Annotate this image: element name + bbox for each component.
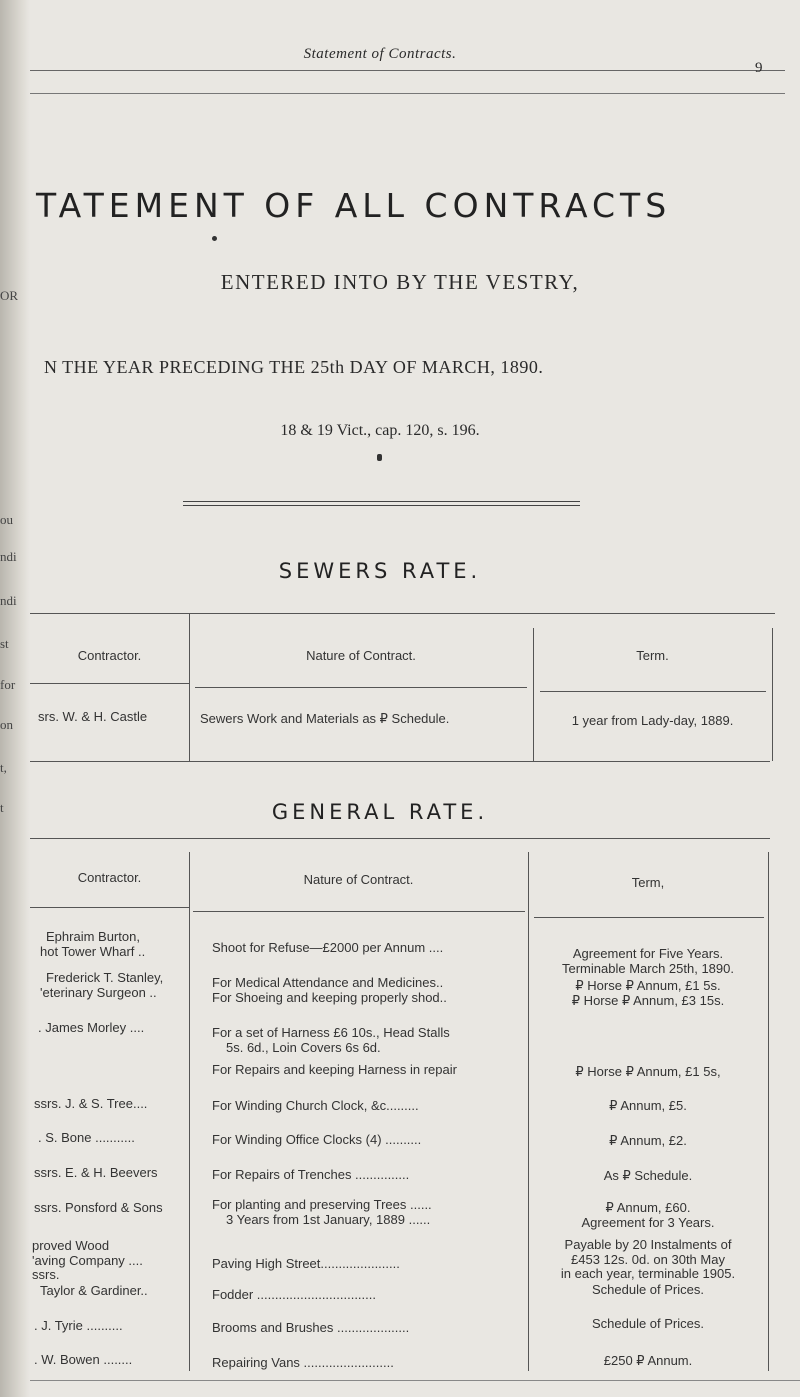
column-header: Contractor.: [77, 648, 142, 663]
table-cell-contractor: ssrs. J. & S. Tree....: [34, 1096, 148, 1111]
table-cell-term: Agreement for Five Years.: [572, 946, 724, 961]
spine-fragment: ou: [0, 512, 13, 527]
column-divider: [189, 852, 190, 1371]
page-bottom-edge: [30, 1380, 800, 1381]
double-rule-top: [183, 501, 580, 502]
subtitle: ENTERED INTO BY THE VESTRY,: [220, 270, 580, 294]
table-cell-contractor: . J. Tyrie ..........: [34, 1318, 123, 1333]
column-divider: [768, 852, 769, 1371]
table-cell-nature: For planting and preserving Trees ......: [212, 1197, 432, 1212]
table-cell-nature: Paving High Street......................: [212, 1256, 400, 1271]
table-cell-contractor: . James Morley ....: [38, 1020, 145, 1035]
table-cell-term: £250 ₽ Annum.: [603, 1353, 693, 1368]
table-cell-contractor: 'eterinary Surgeon ..: [40, 985, 157, 1000]
column-header: Term.: [636, 648, 669, 663]
table-cell-nature: 5s. 6d., Loin Covers 6s 6d.: [226, 1040, 381, 1055]
table-cell-term: ₽ Horse ₽ Annum, £3 15s.: [571, 993, 725, 1008]
column-divider: [772, 628, 773, 761]
table-cell-contractor: . W. Bowen ........: [34, 1352, 133, 1367]
table-cell-term: ₽ Horse ₽ Annum, £1 5s,: [575, 1064, 721, 1079]
table-cell-term: Payable by 20 Instalments of: [564, 1237, 732, 1252]
table-cell-contractor: Ephraim Burton,: [46, 929, 140, 944]
table-cell-term: ₽ Annum, £5.: [609, 1098, 687, 1113]
column-header: Nature of Contract.: [303, 872, 414, 887]
spine-fragment: st: [0, 636, 9, 651]
table-rule-bottom: [30, 761, 770, 762]
table-cell-nature: Repairing Vans .........................: [212, 1355, 394, 1370]
table-cell-term: Agreement for 3 Years.: [581, 1215, 715, 1230]
table-cell-term: Schedule of Prices.: [591, 1282, 704, 1297]
spine-fragment: ndi: [0, 593, 17, 608]
table-cell-term: Schedule of Prices.: [591, 1316, 704, 1331]
column-header: Term,: [631, 875, 665, 890]
subtitle-date: N THE YEAR PRECEDING THE 25th DAY OF MARCH, 1890.: [44, 357, 544, 377]
table-cell-nature: For Shoeing and keeping properly shod..: [212, 990, 447, 1005]
table-cell-nature: For Winding Church Clock, &c.........: [212, 1098, 419, 1113]
running-head: Statement of Contracts.: [303, 46, 457, 62]
spine-fragment: ndi: [0, 549, 17, 564]
column-header: Contractor.: [77, 870, 142, 885]
head-rule-lower: [30, 93, 785, 94]
spine-fragment: t,: [0, 760, 7, 775]
table-rule: [30, 613, 775, 614]
table-cell-nature: Sewers Work and Materials as ₽ Schedule.: [200, 711, 450, 726]
spine-fragment: on: [0, 717, 13, 732]
header-underline: [193, 911, 525, 912]
sewers-rate-title: SEWERS RATE.: [278, 559, 482, 583]
table-cell-nature: For Repairs of Trenches ...............: [212, 1167, 410, 1182]
table-cell-contractor: Frederick T. Stanley,: [46, 970, 164, 985]
table-rule: [30, 838, 770, 839]
page-number: 9: [755, 60, 763, 76]
table-cell-term: ₽ Annum, £2.: [609, 1133, 687, 1148]
page-title: TATEMENT OF ALL CONTRACTS: [36, 186, 672, 225]
table-cell-contractor: ssrs. E. & H. Beevers: [34, 1165, 158, 1180]
spine-fragment: t: [0, 800, 4, 815]
table-cell-contractor: ssrs.: [32, 1267, 60, 1282]
book-spine-shadow: [0, 0, 30, 1397]
table-cell-contractor: ssrs. Ponsford & Sons: [34, 1200, 163, 1215]
general-rate-title: GENERAL RATE.: [271, 800, 489, 824]
header-underline: [30, 907, 189, 908]
header-underline: [195, 687, 527, 688]
header-underline: [540, 691, 766, 692]
table-cell-term: Terminable March 25th, 1890.: [562, 961, 734, 976]
column-header: Nature of Contract.: [306, 648, 416, 663]
table-cell-term: 1 year from Lady-day, 1889.: [571, 713, 734, 728]
table-cell-nature: 3 Years from 1st January, 1889 ......: [226, 1212, 431, 1227]
table-cell-contractor: Taylor & Gardiner..: [40, 1283, 148, 1298]
table-cell-contractor: hot Tower Wharf ..: [40, 944, 146, 959]
table-cell-nature: For Winding Office Clocks (4) ..........: [212, 1132, 422, 1147]
table-cell-nature: For Repairs and keeping Harness in repair: [212, 1062, 457, 1077]
table-cell-term: As ₽ Schedule.: [603, 1168, 693, 1183]
header-underline: [534, 917, 764, 918]
table-cell-nature: For Medical Attendance and Medicines..: [212, 975, 444, 990]
table-cell-contractor: . S. Bone ...........: [38, 1130, 135, 1145]
act-reference: 18 & 19 Vict., cap. 120, s. 196.: [280, 422, 480, 439]
table-cell-nature: For a set of Harness £6 10s., Head Stalls: [212, 1025, 450, 1040]
table-cell-term: ₽ Annum, £60.: [605, 1200, 691, 1215]
table-cell-term: in each year, terminable 1905.: [560, 1266, 736, 1281]
table-cell-term: ₽ Horse ₽ Annum, £1 5s.: [575, 978, 721, 993]
header-underline: [30, 683, 189, 684]
title-dot: [212, 236, 217, 241]
table-cell-nature: Fodder .................................: [212, 1287, 376, 1302]
table-cell-term: £453 12s. 0d. on 30th May: [571, 1252, 725, 1267]
table-cell-nature: Shoot for Refuse—£2000 per Annum ....: [212, 940, 444, 955]
column-divider: [189, 613, 190, 761]
table-cell-contractor: srs. W. & H. Castle: [38, 709, 148, 724]
table-cell-nature: Brooms and Brushes ....................: [212, 1320, 410, 1335]
spine-fragment: for: [0, 677, 16, 692]
table-cell-contractor: proved Wood: [32, 1238, 110, 1253]
table-cell-contractor: 'aving Company ....: [32, 1253, 143, 1268]
spine-fragment: OR: [0, 288, 19, 303]
head-rule: [30, 70, 785, 71]
ornament-dot: [377, 454, 382, 461]
double-rule-bottom: [183, 505, 580, 506]
